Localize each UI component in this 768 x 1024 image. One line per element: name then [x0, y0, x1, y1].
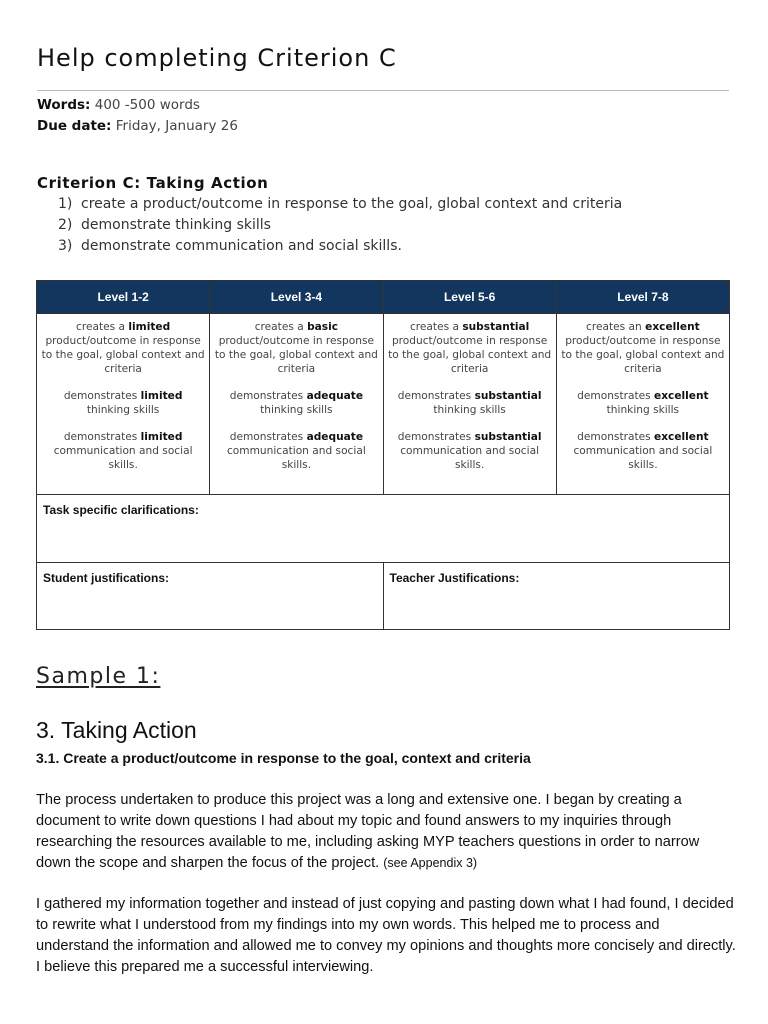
level-1-2-descriptors — [37, 314, 210, 495]
task-clarifications-row — [37, 495, 730, 563]
communication-descriptor: demonstrates adequate communication and social skills. — [226, 431, 366, 471]
product-descriptor: creates an excellent product/outcome in response to the goal, global context and criteria — [561, 321, 725, 375]
criterion-item: 3) demonstrate communication and social skills. — [58, 238, 402, 254]
student-justifications-label: Student justifications: — [37, 563, 384, 630]
thinking-descriptor: demonstrates limited thinking skills — [63, 390, 183, 416]
section-title: 3. Taking Action — [36, 717, 197, 743]
page-title: Help completing Criterion C — [37, 44, 397, 72]
sample-heading: Sample 1: — [36, 664, 161, 689]
title-divider — [37, 90, 729, 91]
level-header: Level 7-8 — [556, 281, 729, 314]
product-descriptor: creates a limited product/outcome in response to the goal, global context and criteria — [41, 321, 205, 375]
level-header: Level 3-4 — [210, 281, 383, 314]
level-header: Level 5-6 — [383, 281, 556, 314]
rubric-header-row — [37, 281, 730, 314]
thinking-descriptor: demonstrates adequate thinking skills — [229, 390, 364, 416]
criterion-item: 1) create a product/outcome in response to the goal, global context and criteria — [58, 196, 623, 212]
thinking-descriptor: demonstrates excellent thinking skills — [577, 390, 709, 416]
teacher-justifications-label: Teacher Justifications: — [383, 563, 730, 630]
due-date-label: Due date: — [37, 118, 112, 134]
criterion-list — [58, 194, 622, 257]
thinking-descriptor: demonstrates substantial thinking skills — [397, 390, 542, 416]
paragraph-2: I gathered my information together and instead of just copying and pasting down what I had found, I decided to rewrite what I understood from my findings into my own words. This helped me to process and understand the information and allowed me to convey my opinions and thoughts more concisely and directly. I believe this prepared me a successful interviewing. — [36, 896, 736, 975]
criterion-item: 2) demonstrate thinking skills — [58, 217, 271, 233]
product-descriptor: creates a basic product/outcome in response to the goal, global context and criteria — [214, 321, 378, 375]
rubric-table — [36, 280, 730, 630]
justifications-row — [37, 563, 730, 630]
communication-descriptor: demonstrates limited communication and social skills. — [53, 431, 193, 471]
criterion-heading: Criterion C: Taking Action — [37, 174, 269, 192]
due-date-line — [37, 118, 238, 134]
words-label: Words: — [37, 97, 91, 113]
product-descriptor: creates a substantial product/outcome in response to the goal, global context and criteria — [388, 321, 552, 375]
level-7-8-descriptors — [556, 314, 729, 495]
words-value: 400 -500 words — [90, 97, 200, 113]
communication-descriptor: demonstrates excellent communication and social skills. — [573, 431, 713, 471]
appendix-note: (see Appendix 3) — [383, 856, 478, 870]
level-header: Level 1-2 — [37, 281, 210, 314]
subsection-title: 3.1. Create a product/outcome in response to the goal, context and criteria — [36, 750, 531, 766]
communication-descriptor: demonstrates substantial communication and social skills. — [397, 431, 542, 471]
level-3-4-descriptors — [210, 314, 383, 495]
words-line — [37, 97, 200, 113]
paragraph-1: The process undertaken to produce this project was a long and extensive one. I began by creating a document to write down questions I had about my topic and found answers to my inquiries through researching the resources available to me, including asking MYP teachers questions in order to narrow down the scope and sharpen the focus of the project. (see Appendix 3) — [36, 792, 700, 871]
due-date-value: Friday, January 26 — [111, 118, 238, 134]
rubric-descriptor-row — [37, 314, 730, 495]
level-5-6-descriptors — [383, 314, 556, 495]
task-clarifications-label: Task specific clarifications: — [37, 495, 730, 563]
